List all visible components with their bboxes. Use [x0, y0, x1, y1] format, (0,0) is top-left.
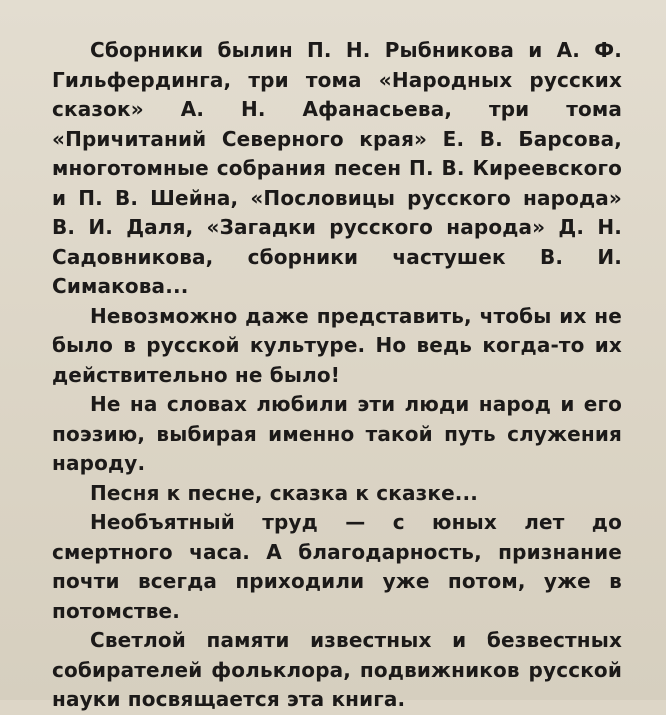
paragraph-song-to-song: Песня к песне, сказка к сказке...	[90, 480, 479, 505]
paragraph-love-of-people: Не на словах любили эти люди народ и его поэзию, выбирая именно такой путь служения народу.	[52, 392, 622, 475]
paragraph-collections: Сборники былин П. Н. Рыбникова и А. Ф. Гильфердинга, три тома «Народных русских сказок» А. Н. Афанасьева, три тома «Причитаний Северного края» Е. В. Барсова, многотомные собрания песен П. В. Киреевского и П. В. Шейна, «Пословицы русского народа» В. И. Даля, «Загадки русского народа» Д. Н. Садовникова, сборники частушек В. И. Симакова...	[52, 38, 622, 298]
paragraph-immense-labor: Необъятный труд — с юных лет до смертного часа. А благодарность, признание почти всегда приходили уже потом, уже в потомстве.	[52, 510, 622, 623]
paragraph-culture: Невозможно даже представить, чтобы их не было в русской культуре. Но ведь когда-то их действительно не было!	[52, 303, 622, 387]
body-text	[52, 36, 622, 715]
paragraph-dedication: Светлой памяти известных и безвестных собирателей фольклора, подвижников русской науки посвящается эта книга.	[52, 628, 622, 711]
